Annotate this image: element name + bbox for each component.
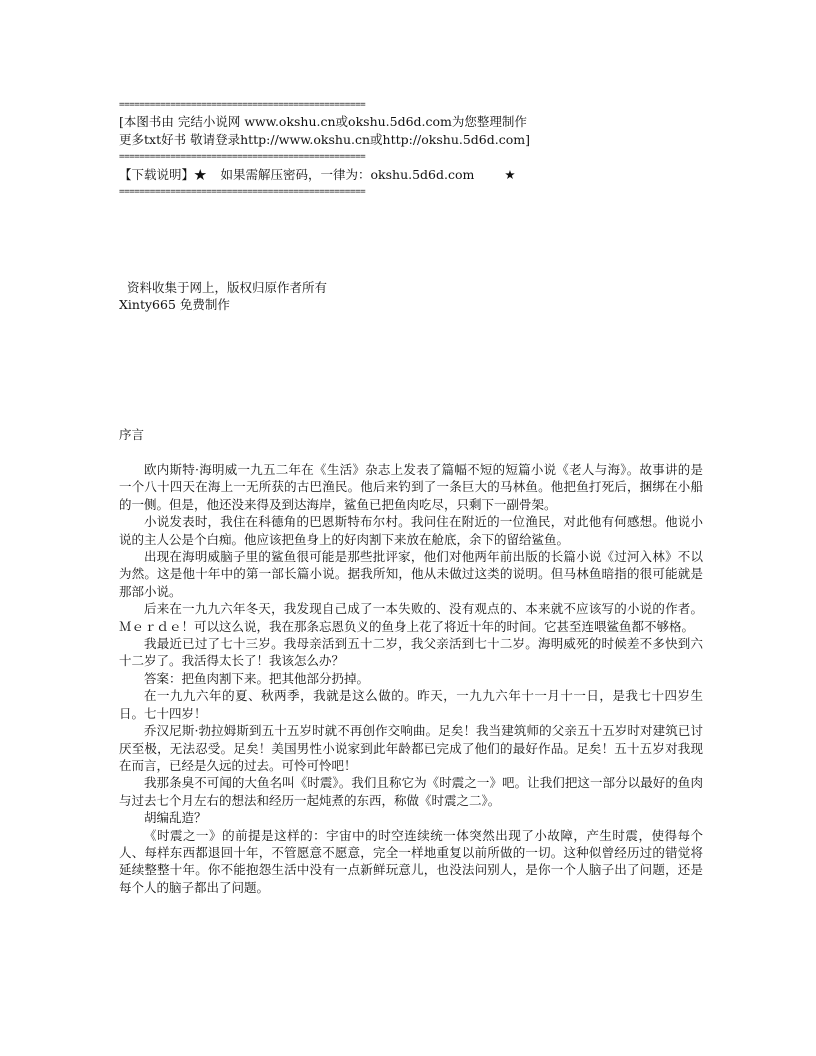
credits-line-1: 资料收集于网上，版权归原作者所有 <box>127 280 328 295</box>
separator-line: ================================================ <box>119 151 366 163</box>
paragraph: 出现在海明威脑子里的鲨鱼很可能是那些批评家，他们对他两年前出版的长篇小说《过河入林》不以为然。这是他十年中的第一部长篇小说。据我所知，他从未做过这类的说明。但马林鱼暗指的很可能就是那部小说。 <box>119 549 703 599</box>
download-note <box>119 166 709 183</box>
paragraph: 在一九九六年的夏、秋两季，我就是这么做的。昨天，一九九六年十一月十一日，是我七十四岁生日。七十四岁！ <box>119 688 703 721</box>
paragraph: 《时震之一》的前提是这样的：宇宙中的时空连续统一体突然出现了小故障，产生时震，使得每个人、每样东西都退回十年，不管愿意不愿意，完全一样地重复以前所做的一切。这种似曾经历过的错觉将延续整整十年。你不能抱怨生活中没有一点新鲜玩意儿，也没法问别人，是你一个人脑子出了问题，还是每个人的脑子都出了问题。 <box>119 827 703 895</box>
paragraph: 我那条臭不可闻的大鱼名叫《时震》。我们且称它为《时震之一》吧。让我们把这一部分以最好的鱼肉与过去七个月左右的想法和经历一起炖煮的东西，称做《时震之二》。 <box>119 775 703 808</box>
paragraph: 后来在一九九六年冬天，我发现自己成了一本失败的、没有观点的、本来就不应该写的小说的作者。Ｍｅｒｄｅ！可以这么说，我在那条忘恩负义的鱼身上花了将近十年的时间。它甚至连喂鲨鱼都不够格。 <box>119 601 703 634</box>
credits-line-2: Xinty665 免费制作 <box>119 297 230 313</box>
paragraph: 答案：把鱼肉割下来。把其他部分扔掉。 <box>144 670 370 686</box>
paragraph: 胡编乱造？ <box>144 810 207 826</box>
paragraph: 乔汉尼斯·勃拉姆斯到五十五岁时就不再创作交响曲。足矣！我当建筑师的父亲五十五岁时对建筑已讨厌至极，无法忍受。足矣！美国男性小说家到此年龄都已完成了他们的最好作品。足矣！五十五岁对我现在而言，已经是久远的过去。可怜可怜吧！ <box>119 723 703 773</box>
header-line-2: 更多txt好书 敬请登录http://www.okshu.cn或http://okshu.5d6d.com] <box>119 131 530 147</box>
separator-line: ================================================ <box>119 99 366 110</box>
paragraph: 我最近已过了七十三岁。我母亲活到五十二岁，我父亲活到七十二岁。海明威死的时候差不多快到六十二岁了。我活得太长了！我该怎么办？ <box>119 636 703 669</box>
preface-title-block <box>119 426 709 443</box>
separator-line: ================================================ <box>119 185 366 197</box>
paragraph: 欧内斯特·海明威一九五二年在《生活》杂志上发表了篇幅不短的短篇小说《老人与海》。故事讲的是一个八十四天在海上一无所获的古巴渔民。他后来钓到了一条巨大的马林鱼。他把鱼打死后，捆绑在小船的一侧。但是，他还没来得及到达海岸，鲨鱼已把鱼肉吃尽，只剩下一副骨架。 <box>119 462 703 512</box>
paragraph: 小说发表时，我住在科德角的巴恩斯特布尔村。我问住在附近的一位渔民，对此他有何感想。他说小说的主人公是个白痴。他应该把鱼身上的好肉割下来放在舱底，余下的留给鲨鱼。 <box>119 514 703 547</box>
header-block <box>119 96 709 200</box>
download-label: 【下载说明】★ <box>119 166 207 182</box>
header-line-1: [本图书由 完结小说网 www.okshu.cn或okshu.5d6d.com为您整理制作 <box>119 114 527 130</box>
preface-body <box>119 461 703 896</box>
credits-block <box>119 279 709 314</box>
download-text: 如果需解压密码，一律为：okshu.5d6d.com <box>220 166 475 182</box>
preface-title: 序言 <box>119 427 145 442</box>
star-icon: ★ <box>504 166 516 182</box>
